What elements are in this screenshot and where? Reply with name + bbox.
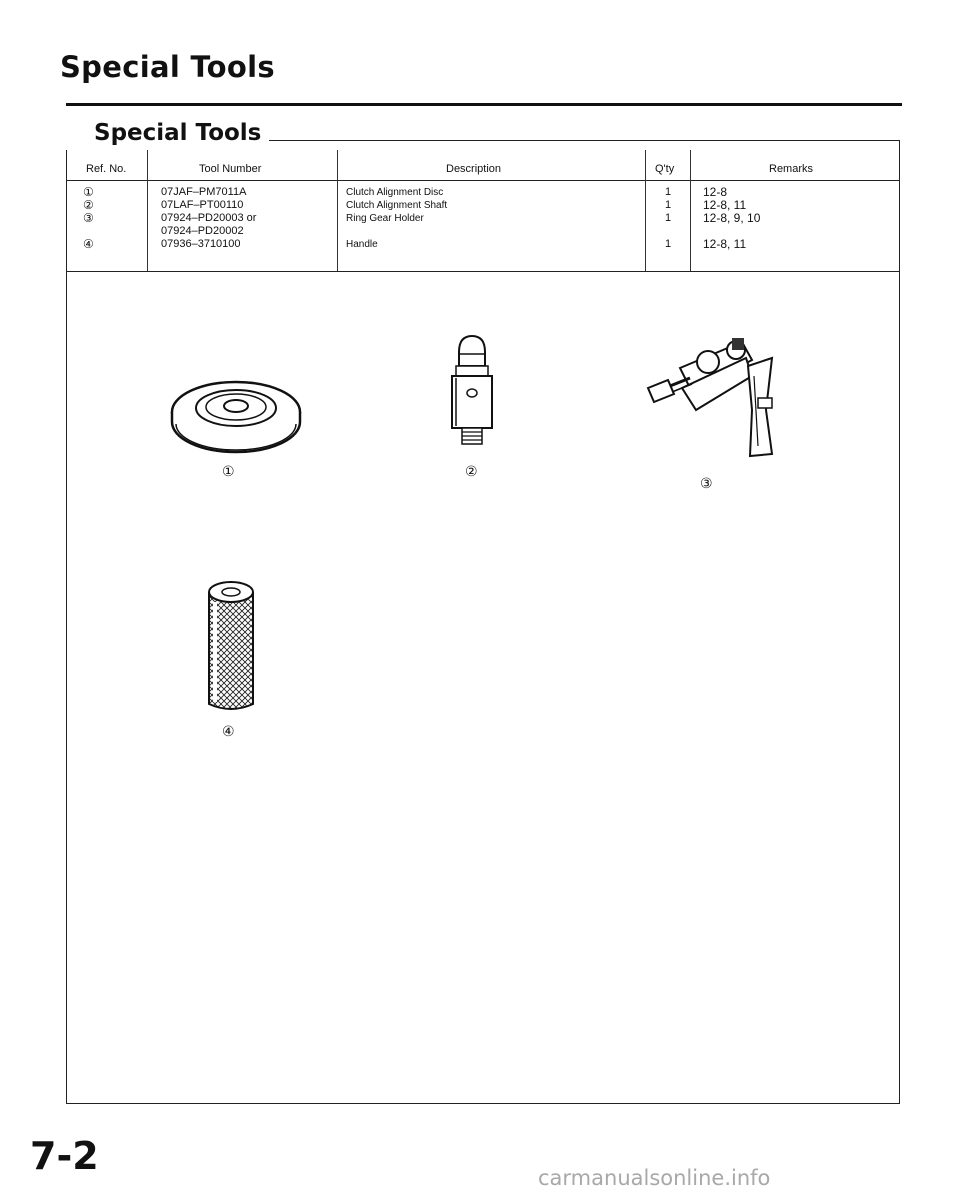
remarks-cell: 12-8, 11 [703, 237, 747, 251]
remarks-cell: 12-8, 9, 10 [703, 211, 761, 225]
page-title: Special Tools [60, 50, 275, 84]
clutch-alignment-disc-drawing [166, 374, 306, 464]
ref-cell: ③ [83, 211, 94, 225]
title-rule [66, 103, 902, 106]
ref-cell: ② [83, 198, 94, 212]
qty-cell: 1 [664, 238, 672, 250]
qty-cell: 1 [664, 212, 672, 224]
figure-label-3: ③ [700, 476, 713, 492]
ref-cell: ① [83, 185, 94, 199]
figure-label-4: ④ [222, 724, 235, 740]
tool-number-cell: 07LAF–PT00110 [161, 199, 244, 211]
tool-number-cell: 07936–3710100 [161, 238, 241, 250]
column-divider [147, 150, 148, 271]
frame-corner-gap [66, 130, 86, 150]
handle-drawing [203, 578, 259, 718]
watermark: carmanualsonline.info [538, 1166, 771, 1190]
ref-column [83, 186, 94, 251]
column-divider [645, 150, 646, 271]
header-ref-no: Ref. No. [86, 163, 127, 175]
column-divider [690, 150, 691, 271]
header-tool-number: Tool Number [199, 163, 262, 175]
description-column [346, 186, 447, 251]
remarks-cell: 12-8, 11 [703, 198, 747, 212]
description-cell [346, 225, 447, 238]
tool-number-column [161, 186, 256, 251]
special-tools-frame [66, 140, 900, 1104]
header-divider [66, 180, 900, 181]
column-divider [337, 150, 338, 271]
tool-number-cell: 07924–PD20003 or [161, 212, 257, 224]
table-bottom-divider [66, 271, 900, 272]
section-title: Special Tools [86, 120, 269, 146]
remarks-column [703, 186, 760, 251]
qty-column [662, 186, 674, 251]
ref-cell: ④ [83, 237, 94, 251]
figure-label-1: ① [222, 464, 235, 480]
tool-number-cell: 07924–PD20002 [161, 225, 244, 237]
tool-number-cell: 07JAF–PM7011A [161, 186, 247, 198]
qty-cell: 1 [664, 199, 672, 211]
description-cell: Ring Gear Holder [346, 213, 424, 224]
clutch-alignment-shaft-drawing [448, 332, 498, 452]
header-remarks: Remarks [769, 163, 814, 175]
qty-cell: 1 [664, 186, 672, 198]
description-cell: Clutch Alignment Shaft [346, 200, 448, 211]
page-number: 7-2 [30, 1134, 99, 1178]
header-qty: Q'ty [655, 163, 675, 175]
header-description: Description [446, 163, 502, 175]
description-cell: Handle [346, 239, 378, 250]
qty-cell [662, 225, 674, 238]
figure-label-2: ② [465, 464, 478, 480]
description-cell: Clutch Alignment Disc [346, 187, 444, 198]
remarks-cell: 12-8 [703, 185, 728, 199]
ring-gear-holder-drawing [640, 336, 780, 466]
